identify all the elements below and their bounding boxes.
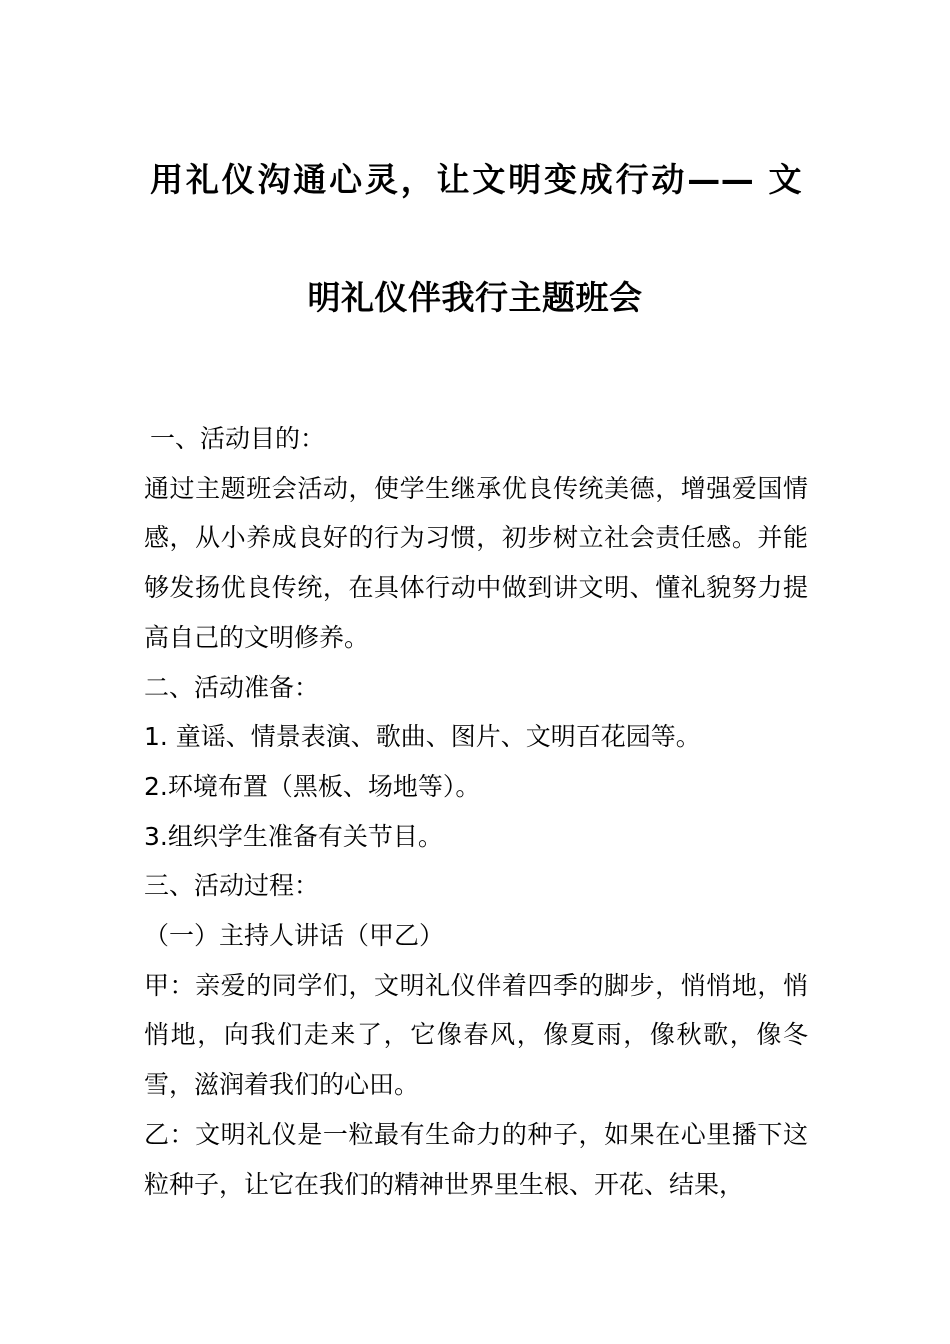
document-body (144, 414, 808, 1209)
paragraph-purpose: 通过主题班会活动，使学生继承优良传统美德，增强爱国情感，从小养成良好的行为习惯，初步树立社会责任感。并能够发扬优良传统，在具体行动中做到讲文明、懂礼貌努力提高自己的文明修养。 (144, 473, 808, 652)
list-item-preparation-1: 1. 童谣、情景表演、歌曲、图片、文明百花园等。 (144, 722, 701, 752)
section-heading-preparation: 二、活动准备： (144, 672, 320, 702)
document-title-line-1: 用礼仪沟通心灵，让文明变成行动—— 文 (150, 160, 802, 199)
list-item-preparation-2: 2.环境布置（黑板、场地等）。 (144, 771, 481, 801)
subsection-heading-host-speech: （一）主持人讲话（甲乙） (144, 921, 445, 951)
section-heading-purpose: 一、活动目的： (150, 424, 326, 453)
document-title-line-2: 明礼仪伴我行主题班会 (307, 278, 643, 317)
paragraph-host-a: 甲：亲爱的同学们，文明礼仪伴着四季的脚步，悄悄地，悄悄地，向我们走来了，它像春风，像夏雨，像秋歌，像冬雪，滋润着我们的心田。 (144, 970, 808, 1100)
list-item-preparation-3: 3.组织学生准备有关节目。 (144, 821, 443, 851)
paragraph-host-b: 乙：文明礼仪是一粒最有生命力的种子，如果在心里播下这粒种子，让它在我们的精神世界里生根、开花、结果， (144, 1119, 808, 1199)
section-heading-process: 三、活动过程： (144, 871, 320, 901)
